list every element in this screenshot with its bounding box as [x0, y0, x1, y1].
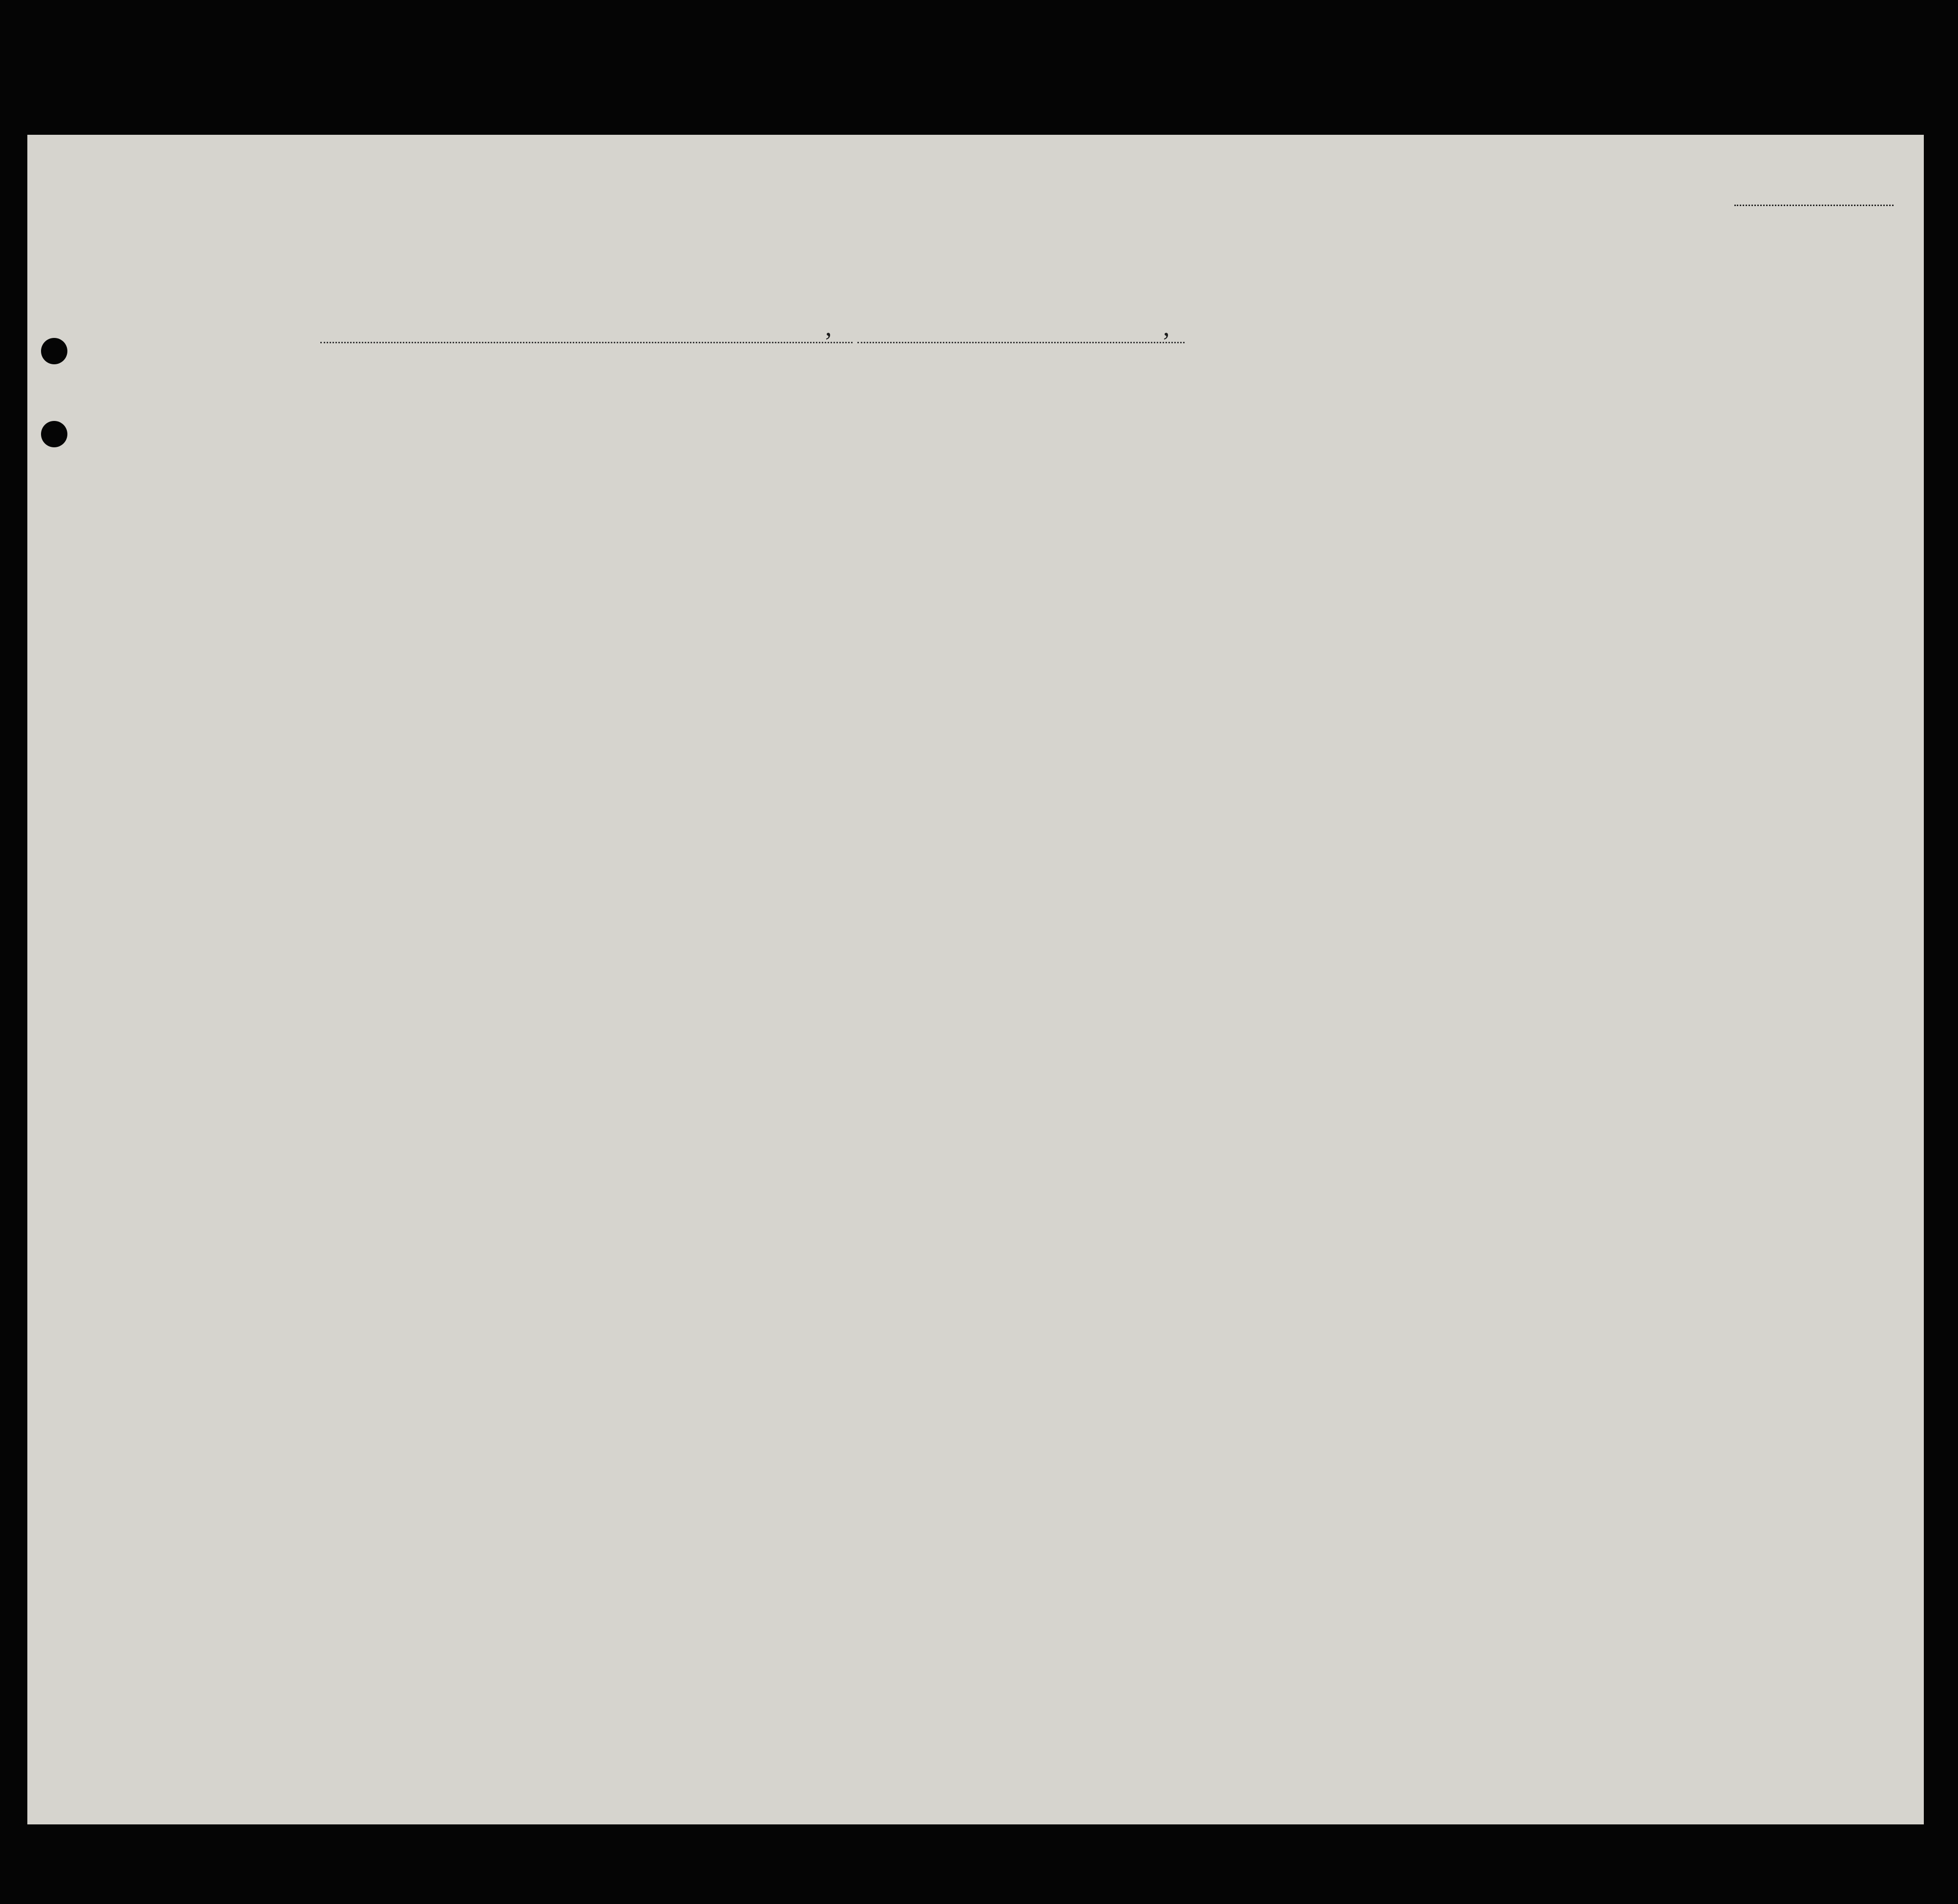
passenger-table	[27, 135, 1924, 1795]
manifest-sheet	[27, 135, 1924, 1824]
comma: ,	[1163, 312, 1170, 341]
comma: ,	[825, 312, 832, 341]
